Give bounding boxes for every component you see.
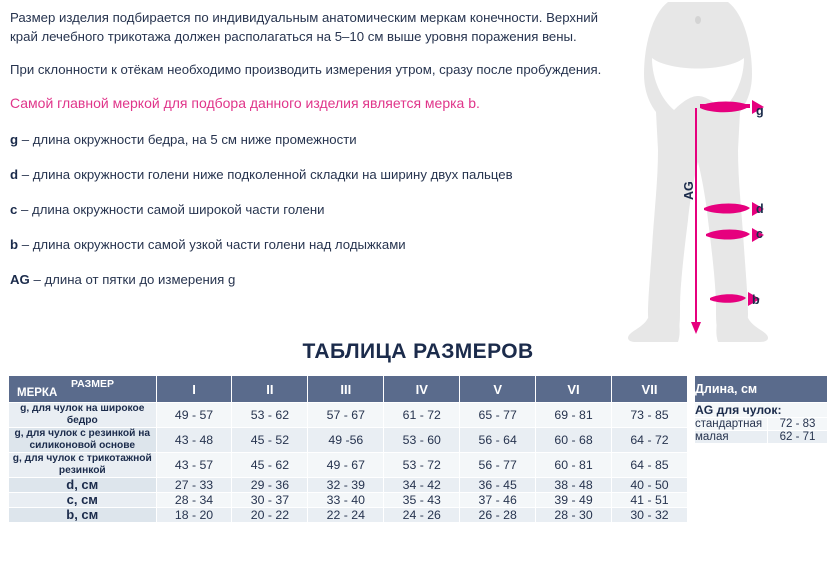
description-column [10,8,610,306]
column-header-6: VI [536,376,612,403]
cell-r2-c3: 53 - 72 [384,453,460,478]
cell-r0-c3: 61 - 72 [384,403,460,428]
table-header-row [9,376,688,403]
cell-r5-c5: 28 - 30 [536,508,612,523]
row-label-d: d, см [9,478,157,493]
body-figure-icon [600,0,836,345]
cell-r2-c6: 64 - 85 [611,453,687,478]
cell-r1-c4: 56 - 64 [460,428,536,453]
leg-measurement-illustration [600,0,836,345]
table-row [9,478,688,493]
row-label-g-silicone: g, для чулок с резинкой на силиконовой основе [9,428,157,453]
illustration-label-g: g [756,104,764,118]
definition-c [10,201,610,219]
length-value-standard: 72 - 83 [768,418,828,431]
table-row [9,453,688,478]
cell-r0-c5: 69 - 81 [536,403,612,428]
cell-r5-c1: 20 - 22 [232,508,308,523]
definition-d [10,166,610,184]
row-label-c: c, см [9,493,157,508]
accent-note: Самой главной меркой для подбора данного изделия является мерка b. [10,95,480,111]
column-header-5: V [460,376,536,403]
cell-r3-c2: 32 - 39 [308,478,384,493]
cell-r5-c6: 30 - 32 [611,508,687,523]
table-row [695,431,828,444]
cell-r3-c1: 29 - 36 [232,478,308,493]
cell-r3-c3: 34 - 42 [384,478,460,493]
intro-paragraph-2: При склонности к отёкам необходимо производить измерения утром, сразу после пробуждения. [10,62,602,77]
measurement-definitions [10,131,610,289]
cell-r4-c3: 35 - 43 [384,493,460,508]
cell-r4-c5: 39 - 49 [536,493,612,508]
cell-r0-c6: 73 - 85 [611,403,687,428]
definition-key-g: g [10,132,19,147]
cell-r4-c2: 33 - 40 [308,493,384,508]
cell-r1-c3: 53 - 60 [384,428,460,453]
length-value-small: 62 - 71 [768,431,828,444]
cell-r1-c2: 49 -56 [308,428,384,453]
length-table [694,375,828,444]
cell-r2-c5: 60 - 81 [536,453,612,478]
definition-ag [10,271,610,289]
definition-key-ag: AG [10,272,30,287]
row-label-g-knit: g, для чулок с трикотажной резинкой [9,453,157,478]
length-subheader: AG для чулок: [695,403,828,418]
table-row [9,508,688,523]
illustration-label-c: c [756,227,763,241]
cell-r0-c4: 65 - 77 [460,403,536,428]
page-title: ТАБЛИЦА РАЗМЕРОВ [302,340,534,363]
size-table [8,375,688,523]
row-label-g-wide: g, для чулок на широкое бедро [9,403,157,428]
cell-r1-c0: 43 - 48 [156,428,232,453]
cell-r5-c3: 24 - 26 [384,508,460,523]
definition-text-b: – длина окружности самой узкой части голени над лодыжками [18,237,406,252]
length-sub-row [695,403,828,418]
cell-r5-c0: 18 - 20 [156,508,232,523]
definition-text-d: – длина окружности голени ниже подколенной складки на ширину двух пальцев [18,167,513,182]
cell-r0-c2: 57 - 67 [308,403,384,428]
table-corner-cell [9,376,157,403]
cell-r2-c4: 56 - 77 [460,453,536,478]
definition-b [10,236,610,254]
intro-paragraph-1: Размер изделия подбирается по индивидуальным анатомическим меркам конечности. Верхний край лечебного трикотажа должен располагаться на 5–10 см выше уровня поражения вены. [10,10,598,44]
corner-label-measure: МЕРКА [17,387,58,399]
cell-r3-c0: 27 - 33 [156,478,232,493]
definition-key-c: c [10,202,18,217]
length-header-row [695,376,828,403]
column-header-2: II [232,376,308,403]
column-header-3: III [308,376,384,403]
table-row [695,418,828,431]
cell-r1-c5: 60 - 68 [536,428,612,453]
table-row [9,428,688,453]
column-header-4: IV [384,376,460,403]
cell-r3-c6: 40 - 50 [611,478,687,493]
definition-text-c: – длина окружности самой широкой части голени [17,202,325,217]
column-header-1: I [156,376,232,403]
cell-r4-c4: 37 - 46 [460,493,536,508]
cell-r4-c0: 28 - 34 [156,493,232,508]
cell-r2-c0: 43 - 57 [156,453,232,478]
cell-r3-c4: 36 - 45 [460,478,536,493]
illustration-label-d: d [756,202,764,216]
definition-text-g: – длина окружности бедра, на 5 см ниже промежности [18,132,357,147]
illustration-label-b: b [752,293,760,307]
cell-r1-c1: 45 - 52 [232,428,308,453]
table-row [9,403,688,428]
cell-r2-c2: 49 - 67 [308,453,384,478]
illustration-label-ag: AG [682,181,696,200]
cell-r3-c5: 38 - 48 [536,478,612,493]
corner-label-size: РАЗМЕР [71,378,114,390]
column-header-7: VII [611,376,687,403]
cell-r0-c0: 49 - 57 [156,403,232,428]
table-row [9,493,688,508]
definition-text-ag: – длина от пятки до измерения g [29,272,236,287]
length-name-standard: стандартная [695,418,768,431]
cell-r4-c6: 41 - 51 [611,493,687,508]
length-name-small: малая [695,431,768,444]
definition-key-b: b [10,237,19,252]
definition-g [10,131,610,149]
cell-r0-c1: 53 - 62 [232,403,308,428]
cell-r5-c4: 26 - 28 [460,508,536,523]
cell-r4-c1: 30 - 37 [232,493,308,508]
definition-key-d: d [10,167,19,182]
length-header: Длина, см [695,376,828,403]
cell-r1-c6: 64 - 72 [611,428,687,453]
row-label-b: b, см [9,508,157,523]
cell-r2-c1: 45 - 62 [232,453,308,478]
cell-r5-c2: 22 - 24 [308,508,384,523]
